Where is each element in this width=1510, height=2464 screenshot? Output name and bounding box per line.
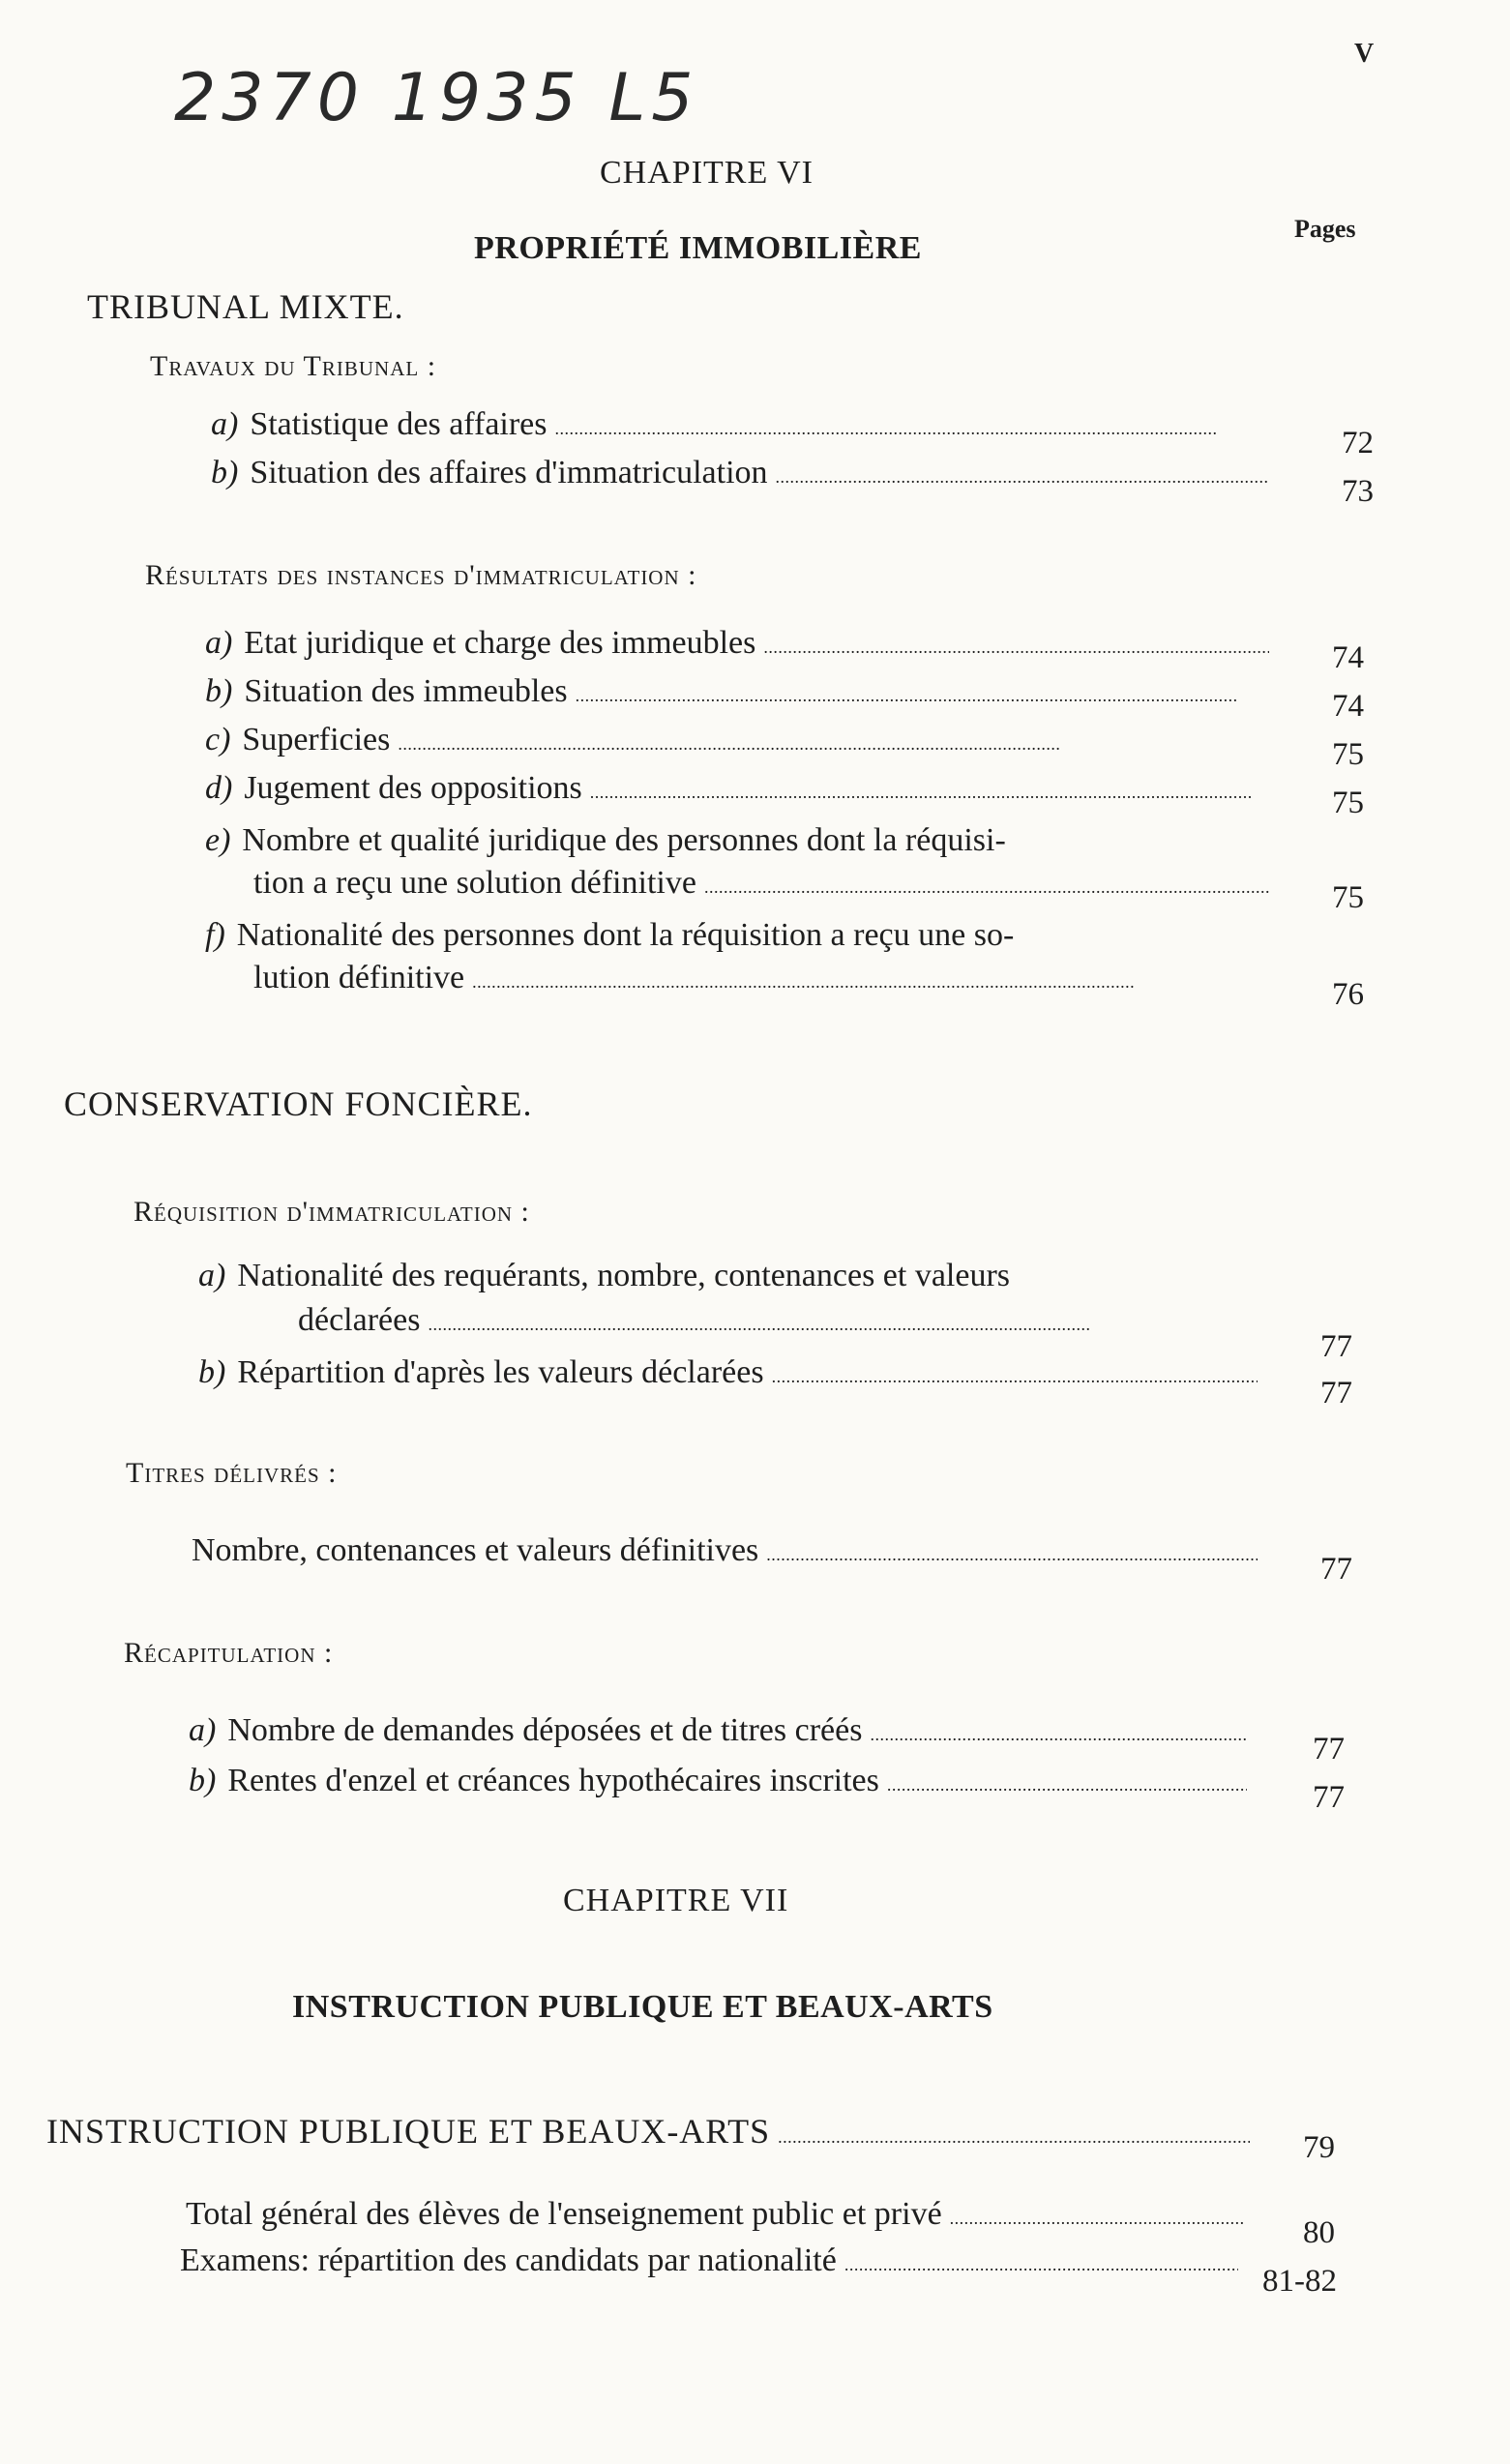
tribunal-mixte-heading: TRIBUNAL MIXTE.: [87, 287, 404, 326]
page-number: 75: [1332, 786, 1364, 820]
toc-row: Total général des élèves de l'enseignement public et privé . . .: [186, 2196, 1250, 2233]
page-number: 73: [1342, 474, 1374, 509]
requisition-heading: Réquisition d'immatriculation :: [133, 1196, 530, 1228]
page-number: 75: [1332, 880, 1364, 915]
toc-row: lution définitive . . .: [253, 960, 1275, 996]
toc-row: Examens: répartition des candidats par nationalité . . .: [180, 2242, 1244, 2279]
page-number: 77: [1320, 1329, 1352, 1364]
toc-row-line1: e) Nombre et qualité juridique des personnes dont la réquisi-: [205, 822, 1006, 858]
page-number: 77: [1320, 1552, 1352, 1587]
toc-row: déclarées . . .: [298, 1302, 1263, 1339]
toc-row: a) Etat juridique et charge des immeubles . . .: [205, 625, 1275, 662]
chapter-6-subtitle: PROPRIÉTÉ IMMOBILIÈRE: [474, 230, 922, 266]
pages-column-header: Pages: [1294, 215, 1356, 243]
page-number: 77: [1320, 1376, 1352, 1410]
page-number: 79: [1303, 2130, 1335, 2165]
page-number: 76: [1332, 977, 1364, 1012]
travaux-heading: Travaux du Tribunal :: [150, 350, 437, 382]
page-number: 75: [1332, 737, 1364, 772]
toc-row: b) Répartition d'après les valeurs déclarées . . .: [198, 1354, 1263, 1391]
handwritten-catalog-note: 2370 1935 L5: [174, 60, 699, 136]
toc-row: b) Situation des immeubles . . .: [205, 673, 1275, 710]
toc-row: a) Nombre de demandes déposées et de titres créés . . .: [189, 1712, 1253, 1749]
titres-heading: Titres délivrés :: [126, 1457, 338, 1489]
toc-row-line1: f) Nationalité des personnes dont la réquisition a reçu une so-: [205, 917, 1015, 953]
conservation-fonciere-heading: CONSERVATION FONCIÈRE.: [64, 1084, 533, 1123]
toc-row: Nombre, contenances et valeurs définitives . . .: [192, 1532, 1263, 1569]
toc-row: INSTRUCTION PUBLIQUE ET BEAUX-ARTS . . .: [46, 2111, 1256, 2152]
chapter-7-title: CHAPITRE VII: [563, 1883, 789, 1918]
page-number: 72: [1342, 426, 1374, 460]
toc-row: b) Rentes d'enzel et créances hypothécaires inscrites . . .: [189, 1763, 1253, 1799]
toc-row: c) Superficies . . .: [205, 722, 1275, 758]
page-number: 77: [1313, 1732, 1345, 1766]
page-number: 74: [1332, 689, 1364, 724]
page-number: 77: [1313, 1780, 1345, 1815]
resultats-heading: Résultats des instances d'immatriculation :: [145, 559, 697, 591]
toc-row: a) Statistique des affaires . . .: [211, 406, 1275, 443]
page-number: 81-82: [1262, 2264, 1337, 2299]
page-number: 74: [1332, 640, 1364, 675]
page-number: 80: [1303, 2215, 1335, 2250]
recapitulation-heading: Récapitulation :: [124, 1637, 334, 1669]
toc-row: d) Jugement des oppositions . . .: [205, 770, 1275, 807]
page-numeral: V: [1354, 39, 1375, 69]
chapter-6-title: CHAPITRE VI: [600, 155, 814, 191]
toc-row-line1: a) Nationalité des requérants, nombre, contenances et valeurs: [198, 1258, 1011, 1293]
toc-row: tion a reçu une solution définitive . . .: [253, 865, 1275, 902]
chapter-7-subtitle: INSTRUCTION PUBLIQUE ET BEAUX-ARTS: [292, 1989, 993, 2025]
toc-row: b) Situation des affaires d'immatriculation . . .: [211, 455, 1275, 491]
